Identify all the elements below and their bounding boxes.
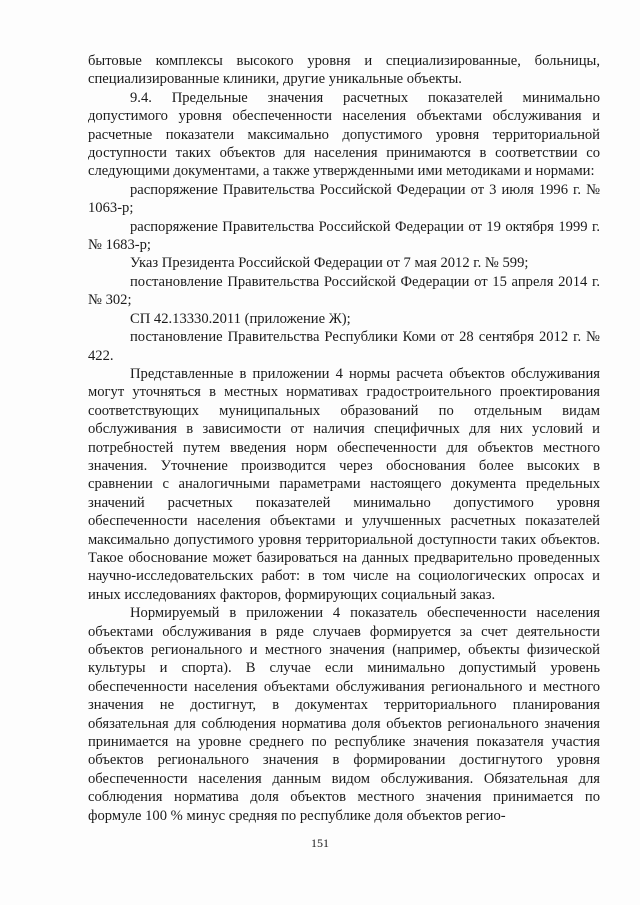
page-number: 151 bbox=[311, 836, 329, 850]
document-list-item: распоряжение Правительства Российской Федерации от 19 октября 1999 г. № 1683-р; bbox=[88, 218, 600, 254]
document-list-item: постановление Правительства Российской Федерации от 15 апреля 2014 г. № 302; bbox=[88, 273, 600, 309]
document-list-item: постановление Правительства Республики Коми от 28 сентября 2012 г. № 422. bbox=[88, 329, 600, 364]
norms-paragraph: Представленные в приложении 4 нормы расчета объектов обслуживания могут уточняться в местных нормативах градостроительного проектирования соответствующих муниципальных образований по отдельным видам обслуживания в зависимости от наличия специфичных для них условий и потребностей путем введения норм обеспеченности для объектов местного значения. Уточнение производится через обоснования более высоких в сравнении с аналогичными параметрами настоящего документа предельных значений расчетных показателей минимально допустимого уровня обеспеченности населения объектами и улучшенных расчетных показателей максимально допустимого уровня территориальной доступности таких объектов. Такое обоснование может базироваться на данных предварительно проведенных научно-исследовательских работ: в том числе на социологических опросах и иных исследованиях факторов, формирующих социальный заказ. bbox=[88, 365, 600, 603]
section-9-4-paragraph: 9.4. Предельные значения расчетных показателей минимально допустимого уровня обеспеченности населения объектами обслуживания и расчетные показатели максимально допустимого уровня территориальной доступности таких объектов для населения принимаются в соответствии со следующими документами, а также утвержденными ими методиками и нормами: bbox=[88, 89, 600, 180]
intro-paragraph: бытовые комплексы высокого уровня и специализированные, больницы, специализированные клиники, другие уникальные объекты. bbox=[88, 53, 600, 88]
indicator-paragraph: Нормируемый в приложении 4 показатель обеспеченности населения объектами обслуживания в ряде случаев формируется за счет деятельности объектов регионального и местного значения (например, объекты физической культуры и спорта). В случае если минимально допустимый уровень обеспеченности населения объектами обслуживания регионального и местного значения не достигнут, в документах территориального планирования обязательная для соблюдения норматива доля объектов регионального значения принимается на уровне среднего по республике значения показателя участия объектов регионального значения в формировании достигнутого уровня обеспеченности населения данным видом обслуживания. Обязательная для соблюдения норматива доля объектов местного значения принимается по формуле 100 % минус средняя по республике доля объектов регио- bbox=[88, 605, 600, 824]
document-list-item: Указ Президента Российской Федерации от 7 мая 2012 г. № 599; bbox=[130, 255, 529, 272]
document-list-item: распоряжение Правительства Российской Федерации от 3 июля 1996 г. № 1063-р; bbox=[88, 181, 600, 217]
document-list-item: СП 42.13330.2011 (приложение Ж); bbox=[130, 310, 351, 327]
document-body bbox=[88, 52, 600, 825]
